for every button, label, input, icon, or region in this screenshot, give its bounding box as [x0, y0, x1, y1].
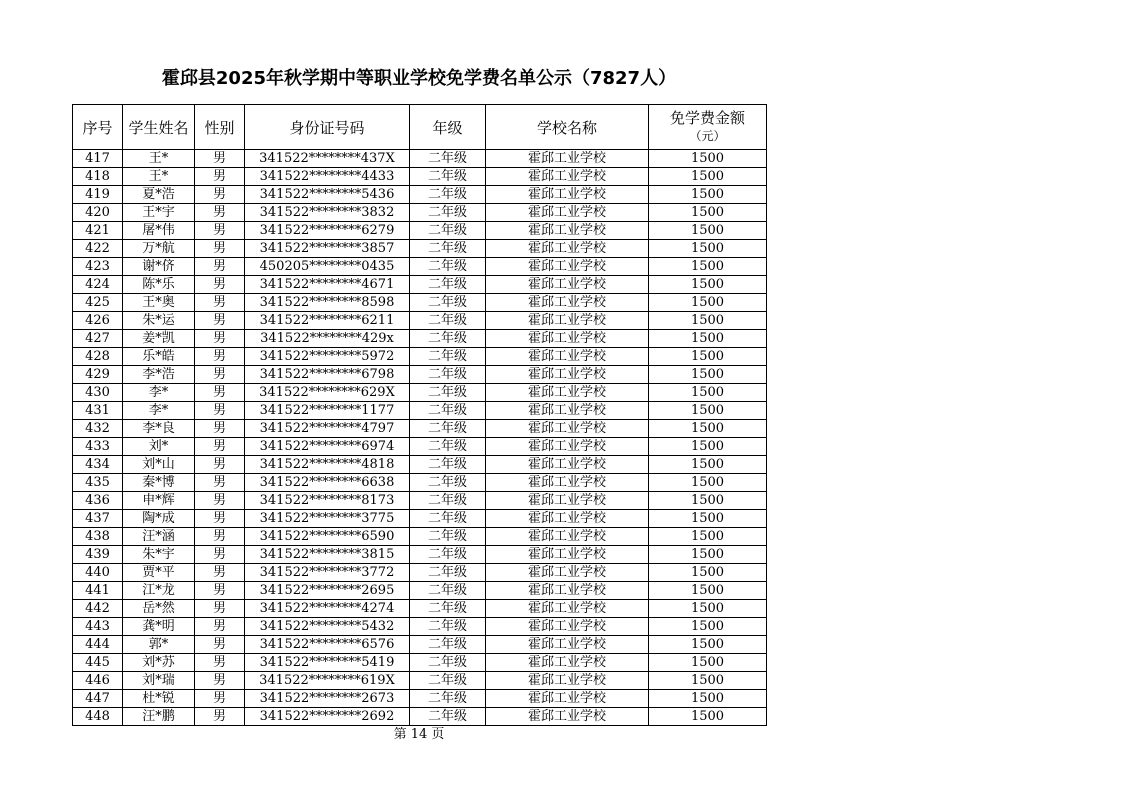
cell-amount: 1500	[649, 222, 767, 240]
cell-index: 436	[73, 492, 123, 510]
cell-gender: 男	[195, 600, 245, 618]
cell-index: 442	[73, 600, 123, 618]
cell-amount: 1500	[649, 204, 767, 222]
cell-school-name: 霍邱工业学校	[486, 528, 649, 546]
cell-gender: 男	[195, 366, 245, 384]
cell-index: 444	[73, 636, 123, 654]
cell-grade: 二年级	[410, 564, 486, 582]
cell-student-name: 乐*皓	[123, 348, 195, 366]
cell-amount: 1500	[649, 384, 767, 402]
cell-id-number: 341522********3772	[245, 564, 410, 582]
cell-id-number: 341522********4671	[245, 276, 410, 294]
cell-school-name: 霍邱工业学校	[486, 420, 649, 438]
cell-amount: 1500	[649, 402, 767, 420]
table-row	[73, 330, 767, 348]
cell-amount: 1500	[649, 294, 767, 312]
cell-grade: 二年级	[410, 384, 486, 402]
cell-index: 417	[73, 150, 123, 168]
cell-student-name: 王*	[123, 150, 195, 168]
cell-student-name: 王*宇	[123, 204, 195, 222]
cell-school-name: 霍邱工业学校	[486, 402, 649, 420]
cell-id-number: 341522********6211	[245, 312, 410, 330]
col-header-index: 序号	[73, 105, 123, 150]
cell-gender: 男	[195, 222, 245, 240]
page-number: 第 14 页	[393, 727, 445, 742]
cell-amount: 1500	[649, 186, 767, 204]
table-row	[73, 636, 767, 654]
cell-index: 438	[73, 528, 123, 546]
cell-id-number: 341522********3775	[245, 510, 410, 528]
cell-index: 448	[73, 708, 123, 726]
cell-grade: 二年级	[410, 654, 486, 672]
cell-amount: 1500	[649, 690, 767, 708]
cell-student-name: 岳*然	[123, 600, 195, 618]
cell-student-name: 杜*锐	[123, 690, 195, 708]
cell-grade: 二年级	[410, 708, 486, 726]
cell-grade: 二年级	[410, 312, 486, 330]
col-header-grade: 年级	[410, 105, 486, 150]
cell-gender: 男	[195, 150, 245, 168]
cell-student-name: 屠*伟	[123, 222, 195, 240]
table-row	[73, 240, 767, 258]
cell-index: 440	[73, 564, 123, 582]
table-row	[73, 312, 767, 330]
cell-amount: 1500	[649, 474, 767, 492]
cell-id-number: 341522********629X	[245, 384, 410, 402]
cell-index: 423	[73, 258, 123, 276]
cell-gender: 男	[195, 582, 245, 600]
cell-gender: 男	[195, 420, 245, 438]
cell-gender: 男	[195, 510, 245, 528]
cell-student-name: 贾*平	[123, 564, 195, 582]
cell-index: 420	[73, 204, 123, 222]
cell-amount: 1500	[649, 600, 767, 618]
cell-gender: 男	[195, 348, 245, 366]
cell-amount: 1500	[649, 330, 767, 348]
cell-id-number: 341522********6279	[245, 222, 410, 240]
cell-gender: 男	[195, 168, 245, 186]
cell-grade: 二年级	[410, 204, 486, 222]
cell-amount: 1500	[649, 150, 767, 168]
table-row	[73, 474, 767, 492]
col-header-id: 身份证号码	[245, 105, 410, 150]
cell-index: 427	[73, 330, 123, 348]
table-row	[73, 204, 767, 222]
cell-id-number: 341522********6590	[245, 528, 410, 546]
table-row	[73, 420, 767, 438]
cell-index: 432	[73, 420, 123, 438]
cell-index: 424	[73, 276, 123, 294]
cell-index: 421	[73, 222, 123, 240]
cell-school-name: 霍邱工业学校	[486, 222, 649, 240]
cell-school-name: 霍邱工业学校	[486, 690, 649, 708]
cell-amount: 1500	[649, 492, 767, 510]
table-row	[73, 582, 767, 600]
cell-grade: 二年级	[410, 186, 486, 204]
cell-school-name: 霍邱工业学校	[486, 654, 649, 672]
cell-grade: 二年级	[410, 366, 486, 384]
table-row	[73, 222, 767, 240]
cell-id-number: 341522********5419	[245, 654, 410, 672]
cell-index: 443	[73, 618, 123, 636]
amount-header-unit: （元）	[689, 129, 726, 143]
cell-id-number: 450205********0435	[245, 258, 410, 276]
cell-grade: 二年级	[410, 294, 486, 312]
cell-grade: 二年级	[410, 690, 486, 708]
cell-id-number: 341522********8173	[245, 492, 410, 510]
cell-amount: 1500	[649, 348, 767, 366]
cell-gender: 男	[195, 618, 245, 636]
col-header-amount	[649, 105, 767, 150]
cell-index: 418	[73, 168, 123, 186]
cell-gender: 男	[195, 456, 245, 474]
cell-school-name: 霍邱工业学校	[486, 600, 649, 618]
cell-gender: 男	[195, 636, 245, 654]
cell-grade: 二年级	[410, 546, 486, 564]
cell-index: 447	[73, 690, 123, 708]
table-row	[73, 690, 767, 708]
cell-student-name: 刘*瑞	[123, 672, 195, 690]
page-title: 霍邱县2025年秋学期中等职业学校免学费名单公示（7827人）	[161, 68, 677, 89]
cell-gender: 男	[195, 204, 245, 222]
cell-school-name: 霍邱工业学校	[486, 582, 649, 600]
cell-gender: 男	[195, 690, 245, 708]
cell-student-name: 郭*	[123, 636, 195, 654]
table-row	[73, 546, 767, 564]
cell-grade: 二年级	[410, 276, 486, 294]
cell-index: 419	[73, 186, 123, 204]
cell-student-name: 万*航	[123, 240, 195, 258]
cell-gender: 男	[195, 240, 245, 258]
table-row	[73, 168, 767, 186]
cell-school-name: 霍邱工业学校	[486, 510, 649, 528]
cell-school-name: 霍邱工业学校	[486, 168, 649, 186]
table-row	[73, 618, 767, 636]
cell-gender: 男	[195, 564, 245, 582]
table-row	[73, 654, 767, 672]
cell-school-name: 霍邱工业学校	[486, 564, 649, 582]
cell-amount: 1500	[649, 582, 767, 600]
cell-school-name: 霍邱工业学校	[486, 258, 649, 276]
table-row	[73, 150, 767, 168]
cell-id-number: 341522********437X	[245, 150, 410, 168]
cell-id-number: 341522********2692	[245, 708, 410, 726]
cell-school-name: 霍邱工业学校	[486, 312, 649, 330]
cell-school-name: 霍邱工业学校	[486, 546, 649, 564]
cell-grade: 二年级	[410, 582, 486, 600]
cell-student-name: 汪*涵	[123, 528, 195, 546]
cell-grade: 二年级	[410, 456, 486, 474]
cell-id-number: 341522********5432	[245, 618, 410, 636]
table-row	[73, 492, 767, 510]
cell-student-name: 李*良	[123, 420, 195, 438]
cell-grade: 二年级	[410, 222, 486, 240]
cell-amount: 1500	[649, 420, 767, 438]
cell-school-name: 霍邱工业学校	[486, 186, 649, 204]
cell-id-number: 341522********8598	[245, 294, 410, 312]
cell-student-name: 李*浩	[123, 366, 195, 384]
cell-index: 445	[73, 654, 123, 672]
cell-index: 433	[73, 438, 123, 456]
col-header-name: 学生姓名	[123, 105, 195, 150]
cell-student-name: 朱*宇	[123, 546, 195, 564]
cell-index: 428	[73, 348, 123, 366]
cell-id-number: 341522********6974	[245, 438, 410, 456]
cell-student-name: 刘*	[123, 438, 195, 456]
table-row	[73, 186, 767, 204]
cell-gender: 男	[195, 330, 245, 348]
cell-amount: 1500	[649, 528, 767, 546]
cell-school-name: 霍邱工业学校	[486, 240, 649, 258]
cell-grade: 二年级	[410, 402, 486, 420]
cell-school-name: 霍邱工业学校	[486, 438, 649, 456]
cell-student-name: 陈*乐	[123, 276, 195, 294]
cell-id-number: 341522********4818	[245, 456, 410, 474]
cell-grade: 二年级	[410, 600, 486, 618]
cell-gender: 男	[195, 474, 245, 492]
cell-index: 429	[73, 366, 123, 384]
cell-index: 446	[73, 672, 123, 690]
cell-grade: 二年级	[410, 240, 486, 258]
cell-grade: 二年级	[410, 150, 486, 168]
table-row	[73, 708, 767, 726]
cell-amount: 1500	[649, 240, 767, 258]
table-row	[73, 456, 767, 474]
cell-student-name: 汪*鹏	[123, 708, 195, 726]
table-row	[73, 402, 767, 420]
cell-gender: 男	[195, 294, 245, 312]
cell-gender: 男	[195, 492, 245, 510]
cell-id-number: 341522********6576	[245, 636, 410, 654]
cell-school-name: 霍邱工业学校	[486, 294, 649, 312]
table-row	[73, 600, 767, 618]
table-row	[73, 276, 767, 294]
cell-grade: 二年级	[410, 474, 486, 492]
cell-id-number: 341522********4797	[245, 420, 410, 438]
cell-amount: 1500	[649, 618, 767, 636]
table-row	[73, 348, 767, 366]
cell-student-name: 王*	[123, 168, 195, 186]
header-row	[73, 105, 767, 150]
table-row	[73, 528, 767, 546]
cell-index: 439	[73, 546, 123, 564]
cell-gender: 男	[195, 708, 245, 726]
cell-gender: 男	[195, 438, 245, 456]
cell-index: 422	[73, 240, 123, 258]
cell-id-number: 341522********5436	[245, 186, 410, 204]
cell-id-number: 341522********4274	[245, 600, 410, 618]
table-row	[73, 294, 767, 312]
cell-index: 431	[73, 402, 123, 420]
cell-school-name: 霍邱工业学校	[486, 636, 649, 654]
cell-amount: 1500	[649, 564, 767, 582]
cell-gender: 男	[195, 402, 245, 420]
table-row	[73, 438, 767, 456]
cell-school-name: 霍邱工业学校	[486, 672, 649, 690]
cell-id-number: 341522********3857	[245, 240, 410, 258]
cell-index: 426	[73, 312, 123, 330]
cell-amount: 1500	[649, 672, 767, 690]
cell-gender: 男	[195, 672, 245, 690]
cell-student-name: 江*龙	[123, 582, 195, 600]
cell-gender: 男	[195, 312, 245, 330]
table-row	[73, 258, 767, 276]
cell-school-name: 霍邱工业学校	[486, 150, 649, 168]
cell-grade: 二年级	[410, 420, 486, 438]
cell-index: 434	[73, 456, 123, 474]
cell-amount: 1500	[649, 654, 767, 672]
table-row	[73, 510, 767, 528]
cell-grade: 二年级	[410, 672, 486, 690]
cell-student-name: 夏*浩	[123, 186, 195, 204]
cell-student-name: 姜*凯	[123, 330, 195, 348]
cell-school-name: 霍邱工业学校	[486, 384, 649, 402]
cell-school-name: 霍邱工业学校	[486, 708, 649, 726]
cell-student-name: 李*	[123, 402, 195, 420]
cell-amount: 1500	[649, 456, 767, 474]
cell-amount: 1500	[649, 636, 767, 654]
table-row	[73, 672, 767, 690]
cell-id-number: 341522********1177	[245, 402, 410, 420]
cell-student-name: 王*奥	[123, 294, 195, 312]
col-header-gender: 性别	[195, 105, 245, 150]
cell-id-number: 341522********2695	[245, 582, 410, 600]
cell-school-name: 霍邱工业学校	[486, 456, 649, 474]
cell-grade: 二年级	[410, 528, 486, 546]
cell-amount: 1500	[649, 438, 767, 456]
cell-student-name: 申*辉	[123, 492, 195, 510]
cell-amount: 1500	[649, 366, 767, 384]
cell-grade: 二年级	[410, 492, 486, 510]
cell-gender: 男	[195, 258, 245, 276]
cell-student-name: 谢*侪	[123, 258, 195, 276]
cell-school-name: 霍邱工业学校	[486, 618, 649, 636]
cell-id-number: 341522********619X	[245, 672, 410, 690]
cell-grade: 二年级	[410, 258, 486, 276]
cell-student-name: 刘*苏	[123, 654, 195, 672]
cell-amount: 1500	[649, 510, 767, 528]
cell-grade: 二年级	[410, 618, 486, 636]
table-row	[73, 366, 767, 384]
cell-gender: 男	[195, 186, 245, 204]
table-row	[73, 564, 767, 582]
cell-student-name: 秦*博	[123, 474, 195, 492]
cell-school-name: 霍邱工业学校	[486, 204, 649, 222]
cell-id-number: 341522********6798	[245, 366, 410, 384]
cell-amount: 1500	[649, 168, 767, 186]
cell-grade: 二年级	[410, 510, 486, 528]
cell-school-name: 霍邱工业学校	[486, 276, 649, 294]
cell-index: 435	[73, 474, 123, 492]
cell-student-name: 陶*成	[123, 510, 195, 528]
col-header-school: 学校名称	[486, 105, 649, 150]
cell-gender: 男	[195, 654, 245, 672]
cell-amount: 1500	[649, 708, 767, 726]
cell-index: 425	[73, 294, 123, 312]
cell-school-name: 霍邱工业学校	[486, 330, 649, 348]
cell-gender: 男	[195, 384, 245, 402]
cell-student-name: 刘*山	[123, 456, 195, 474]
cell-grade: 二年级	[410, 348, 486, 366]
cell-id-number: 341522********3832	[245, 204, 410, 222]
cell-school-name: 霍邱工业学校	[486, 366, 649, 384]
cell-grade: 二年级	[410, 438, 486, 456]
cell-index: 430	[73, 384, 123, 402]
cell-school-name: 霍邱工业学校	[486, 492, 649, 510]
cell-index: 441	[73, 582, 123, 600]
cell-id-number: 341522********3815	[245, 546, 410, 564]
cell-amount: 1500	[649, 258, 767, 276]
cell-id-number: 341522********5972	[245, 348, 410, 366]
cell-grade: 二年级	[410, 168, 486, 186]
cell-grade: 二年级	[410, 636, 486, 654]
cell-student-name: 朱*运	[123, 312, 195, 330]
cell-index: 437	[73, 510, 123, 528]
cell-school-name: 霍邱工业学校	[486, 348, 649, 366]
cell-id-number: 341522********2673	[245, 690, 410, 708]
cell-id-number: 341522********429x	[245, 330, 410, 348]
cell-grade: 二年级	[410, 330, 486, 348]
cell-gender: 男	[195, 276, 245, 294]
cell-student-name: 李*	[123, 384, 195, 402]
cell-school-name: 霍邱工业学校	[486, 474, 649, 492]
cell-student-name: 龚*明	[123, 618, 195, 636]
amount-header-label: 免学费金额	[669, 109, 745, 127]
cell-gender: 男	[195, 546, 245, 564]
student-roster-table	[72, 104, 767, 726]
table-row	[73, 384, 767, 402]
cell-amount: 1500	[649, 312, 767, 330]
cell-id-number: 341522********6638	[245, 474, 410, 492]
cell-amount: 1500	[649, 276, 767, 294]
cell-id-number: 341522********4433	[245, 168, 410, 186]
cell-amount: 1500	[649, 546, 767, 564]
cell-gender: 男	[195, 528, 245, 546]
